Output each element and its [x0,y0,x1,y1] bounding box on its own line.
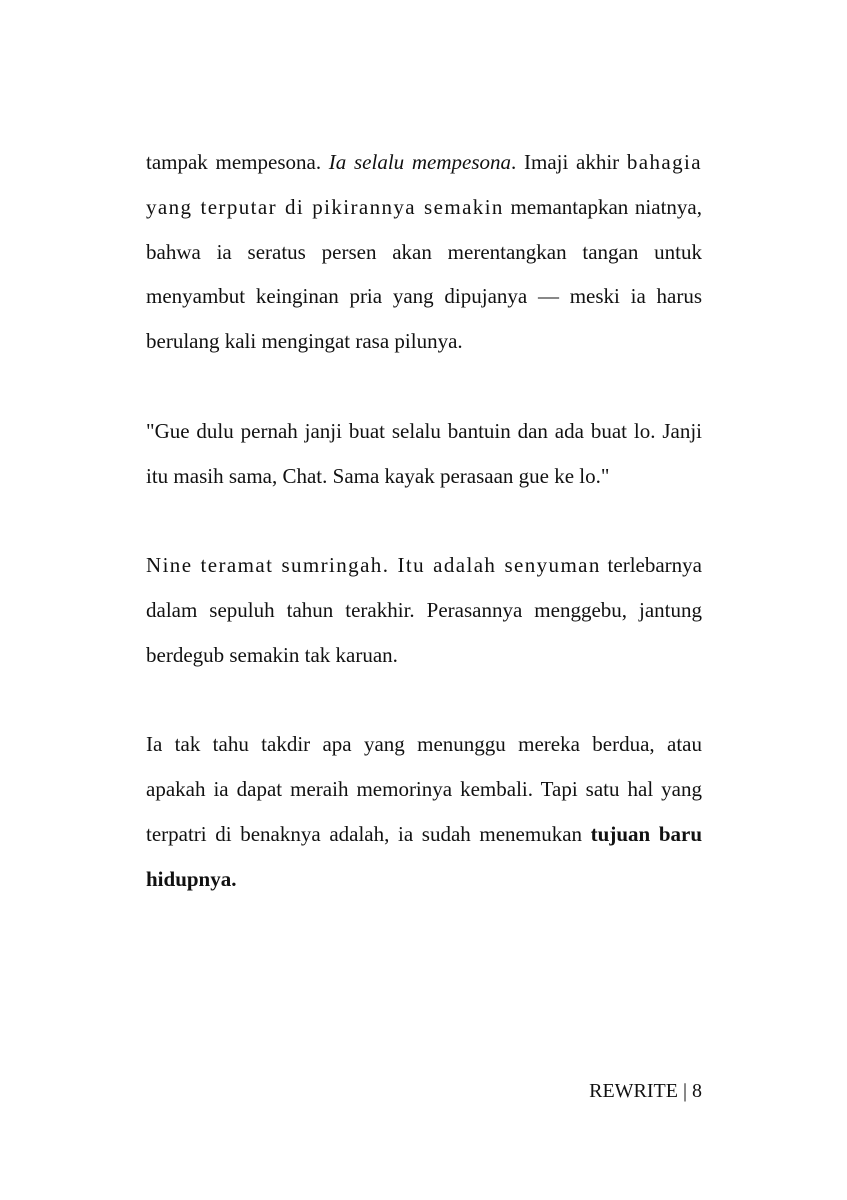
p3-text-rest: terlebarnya dalam sepuluh tahun terakhir. Perasannya menggebu, jantung berdegub semakin tak karuan. [146,553,702,667]
p3-spaced-line: Nine teramat sumringah. Itu adalah senyuman [146,553,601,578]
paragraph-4 [146,722,702,901]
p1-text-b: . Imaji akhir [511,150,627,174]
body-text [146,140,702,902]
p1-spaced-line: bahagia yang terputar di pikirannya semakin [146,150,702,219]
page-footer: REWRITE | 8 [589,1080,702,1102]
p1-text-a: tampak mempesona. [146,150,329,174]
p4-bold: tujuan baru hidupnya. [146,821,703,891]
paragraph-3 [146,543,702,677]
paragraph-2: "Gue dulu pernah janji buat selalu bantuin dan ada buat lo. Janji itu masih sama, Chat. Sama kayak perasaan gue ke lo." [146,418,702,488]
p4-text: Ia tak tahu takdir apa yang menunggu mereka berdua, atau apakah ia dapat meraih memorinya kembali. Tapi satu hal yang terpatri di benaknya adalah, ia sudah menemukan [146,732,702,846]
p1-italic: Ia selalu mempesona [328,150,512,174]
p1-text-c: memantapkan niatnya, bahwa ia seratus persen akan merentangkan tangan untuk menyambut keinginan pria yang dipujanya — meski ia harus berulang kali mengingat rasa pilunya. [146,194,702,354]
paragraph-1 [146,140,702,364]
